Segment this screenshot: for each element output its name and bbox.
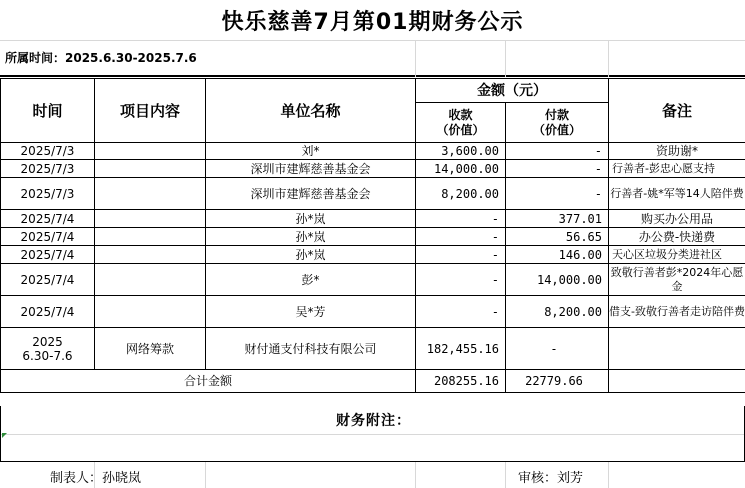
notes-label: 财务附注： xyxy=(336,413,411,429)
cell-item xyxy=(95,210,206,228)
total-label: 合计金额 xyxy=(1,370,416,393)
total-income: 208255.16 xyxy=(416,370,506,393)
grid-line xyxy=(505,462,506,488)
cell-income: - xyxy=(416,210,506,228)
table-row xyxy=(1,264,745,296)
cell-remark: 办公费-快递费 xyxy=(609,228,745,246)
cell-time-line2: 6.30-7.6 xyxy=(22,348,73,363)
preparer-label: 制表人：孙晓岚 xyxy=(50,471,142,486)
header-item: 项目内容 xyxy=(95,79,206,143)
cell-income: - xyxy=(416,264,506,296)
cell-payment: 14,000.00 xyxy=(506,264,609,296)
cell-income: - xyxy=(416,246,506,264)
table-row xyxy=(1,296,745,328)
cell-time: 2025/7/4 xyxy=(1,296,95,328)
cell-time: 2025/7/4 xyxy=(1,264,95,296)
cell-payment: - xyxy=(506,160,609,178)
header-income xyxy=(416,103,506,143)
header-time: 时间 xyxy=(1,79,95,143)
cell-payment: 146.00 xyxy=(506,246,609,264)
cell-unit: 孙*岚 xyxy=(206,210,416,228)
finance-table xyxy=(0,78,745,393)
cell-remark: 天心区垃圾分类进社区 xyxy=(609,246,745,264)
cell-time: 2025/7/3 xyxy=(1,178,95,210)
cell-unit: 孙*岚 xyxy=(206,246,416,264)
cell-income: 8,200.00 xyxy=(416,178,506,210)
cell-income: 14,000.00 xyxy=(416,160,506,178)
cell-time: 2025/7/4 xyxy=(1,210,95,228)
cell-time: 2025/7/4 xyxy=(1,246,95,264)
cell-payment: - xyxy=(506,143,609,160)
table-row xyxy=(1,228,745,246)
cell-remark: 资助谢* xyxy=(609,143,745,160)
cell-unit: 孙*岚 xyxy=(206,228,416,246)
cell-unit: 刘* xyxy=(206,143,416,160)
cell-item: 网络筹款 xyxy=(95,328,206,370)
cell-comment-marker-icon xyxy=(2,433,7,438)
cell-unit: 吴*芳 xyxy=(206,296,416,328)
cell-unit: 彭* xyxy=(206,264,416,296)
grid-line xyxy=(415,40,416,77)
table-row xyxy=(1,160,745,178)
cell-remark xyxy=(609,328,745,370)
table-row xyxy=(1,143,745,160)
grid-line xyxy=(205,462,206,488)
header-row xyxy=(1,79,745,103)
cell-item xyxy=(95,228,206,246)
cell-time: 2025/7/4 xyxy=(1,228,95,246)
grid-line xyxy=(505,40,506,77)
total-row xyxy=(1,370,745,393)
header-amount: 金额（元） xyxy=(416,79,609,103)
grid-line xyxy=(415,462,416,488)
cell-income: - xyxy=(416,296,506,328)
table-row xyxy=(1,328,745,370)
cell-remark: 致敬行善者彭*2024年心愿金 xyxy=(609,264,745,296)
cell-time: 2025/7/3 xyxy=(1,143,95,160)
header-income-sub: （价值） xyxy=(436,122,485,137)
cell-payment: 8,200.00 xyxy=(506,296,609,328)
cell-unit: 深圳市建辉慈善基金会 xyxy=(206,178,416,210)
cell-item xyxy=(95,143,206,160)
cell-time: 2025/7/3 xyxy=(1,160,95,178)
cell-income: 182,455.16 xyxy=(416,328,506,370)
cell-remark: 借支-致敬行善者走访陪伴费 xyxy=(609,296,745,328)
cell-unit: 财付通支付科技有限公司 xyxy=(206,328,416,370)
cell-time-line1: 2025 xyxy=(32,334,63,349)
cell-payment: - xyxy=(506,328,609,370)
cell-payment: 377.01 xyxy=(506,210,609,228)
header-unit: 单位名称 xyxy=(206,79,416,143)
table-row xyxy=(1,246,745,264)
cell-unit: 深圳市建辉慈善基金会 xyxy=(206,160,416,178)
table-row xyxy=(1,210,745,228)
grid-line xyxy=(608,462,609,488)
cell-remark: 购买办公用品 xyxy=(609,210,745,228)
cell-time xyxy=(1,328,95,370)
cell-item xyxy=(95,246,206,264)
table-row xyxy=(1,178,745,210)
cell-payment: 56.65 xyxy=(506,228,609,246)
cell-remark: 行善者-姚*军等14人陪伴费 xyxy=(609,178,745,210)
cell-item xyxy=(95,178,206,210)
grid-line xyxy=(608,40,609,77)
cell-remark: 行善者-彭忠心愿支持 xyxy=(609,160,745,178)
period-label: 所属时间：2025.6.30-2025.7.6 xyxy=(0,40,745,77)
total-remark xyxy=(609,370,745,393)
cell-income: - xyxy=(416,228,506,246)
header-payment-sub: （价值） xyxy=(532,122,581,137)
notes-section xyxy=(0,406,745,462)
header-payment-label: 付款 xyxy=(544,107,569,122)
header-income-label: 收款 xyxy=(448,107,473,122)
cell-item xyxy=(95,296,206,328)
cell-income: 3,600.00 xyxy=(416,143,506,160)
header-remark: 备注 xyxy=(609,79,745,143)
cell-item xyxy=(95,160,206,178)
cell-item xyxy=(95,264,206,296)
reviewer-label: 审核：刘芳 xyxy=(518,471,584,486)
footer xyxy=(0,462,745,488)
cell-payment: - xyxy=(506,178,609,210)
header-payment xyxy=(506,103,609,143)
page-title: 快乐慈善7月第01期财务公示 xyxy=(0,0,745,41)
total-payment: 22779.66 xyxy=(506,370,609,393)
notes-divider xyxy=(1,434,744,435)
